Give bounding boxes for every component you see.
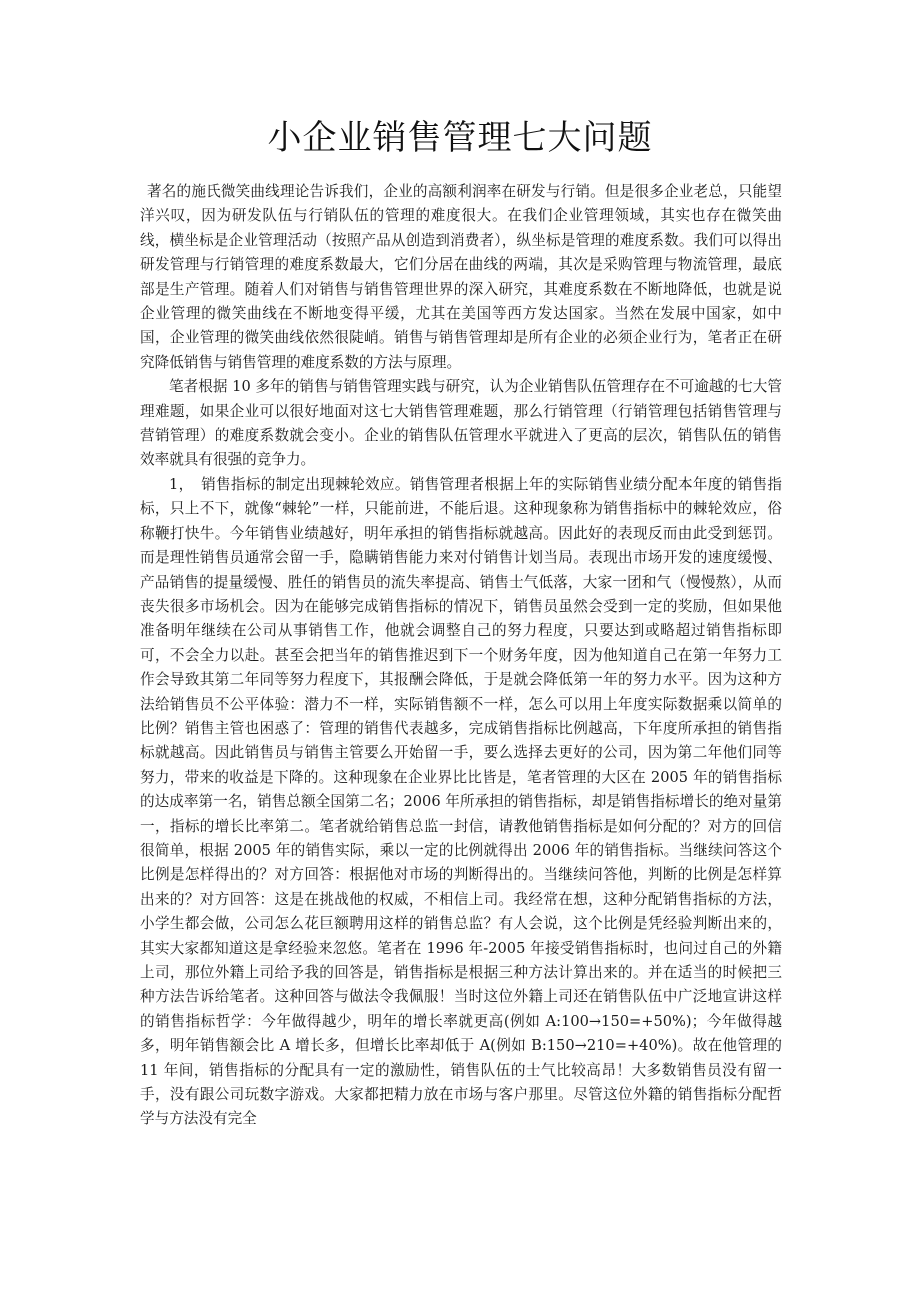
paragraph-problem-1: 1， 销售指标的制定出现棘轮效应。销售管理者根据上年的实际销售业绩分配本年度的销售指标，只上不下，就像“棘轮”一样，只能前进，不能后退。这种现象称为销售指标中的棘轮效应，俗称鞭打快牛。今年销售业绩越好，明年承担的销售指标就越高。因此好的表现反而由此受到惩罚。而是理性销售员通常会留一手，隐瞒销售能力来对付销售计划当局。表现出市场开发的速度缓慢、产品销售的提量缓慢、胜任的销售员的流失率提高、销售士气低落，大家一团和气（慢慢熬），从而丧失很多市场机会。因为在能够完成销售指标的情况下，销售员虽然会受到一定的奖励，但如果他准备明年继续在公司从事销售工作，他就会调整自己的努力程度，只要达到或略超过销售指标即可，不会全力以赴。甚至会把当年的销售推迟到下一个财务年度，因为他知道自己在第一年努力工作会导致其第二年同等努力程度下，其报酬会降低，于是就会降低第一年的努力水平。因为这种方法给销售员不公平体验：潜力不一样，实际销售额不一样，怎么可以用上年度实际数据乘以简单的比例？销售主管也困惑了：管理的销售代表越多，完成销售指标比例越高，下年度所承担的销售指标就越高。因此销售员与销售主管要么开始留一手，要么选择去更好的公司，因为第二年他们同等努力，带来的收益是下降的。这种现象在企业界比比皆是，笔者管理的大区在 2005 年的销售指标的达成率第一名，销售总额全国第二名；2006 年所承担的销售指标，却是销售指标增长的绝对量第一，指标的增长比率第二。笔者就给销售总监一封信，请教他销售指标是如何分配的？对方的回信很简单，根据 2005 年的销售实际，乘以一定的比例就得出 2006 年的销售指标。当继续问答这个比例是怎样得出的？对方回答：根据他对市场的判断得出的。当继续问答他，判断的比例是怎样算出来的？对方回答：这是在挑战他的权威，不相信上司。我经常在想，这种分配销售指标的方法，小学生都会做，公司怎么花巨额聘用这样的销售总监？有人会说，这个比例是凭经验判断出来的，其实大家都知道这是拿经验来忽悠。笔者在 1996 年-2005 年接受销售指标时，也问过自己的外籍上司，那位外籍上司给予我的回答是，销售指标是根据三种方法计算出来的。并在适当的时候把三种方法告诉给笔者。这种回答与做法令我佩服！当时这位外籍上司还在销售队伍中广泛地宣讲这样的销售指标哲学：今年做得越少，明年的增长率就更高(例如 A:100→150=+50%)；今年做得越多，明年销售额会比 A 增长多，但增长比率却低于 A(例如 B:150→210=+40%)。故在他管理的 11 年间，销售指标的分配具有一定的激励性，销售队伍的士气比较高昂！大多数销售员没有留一手，没有跟公司玩数字游戏。大家都把精力放在市场与客户那里。尽管这位外籍的销售指标分配哲学与方法没有完全 <box>140 475 782 1128</box>
paragraph-overview: 笔者根据 10 多年的销售与销售管理实践与研究，认为企业销售队伍管理存在不可逾越的七大管理难题，如果企业可以很好地面对这七大销售管理难题，那么行销管理（行销管理包括销售管理与营销管理）的难度系数就会变小。企业的销售队伍管理水平就进入了更高的层次，销售队伍的销售效率就具有很强的竞争力。 <box>140 378 782 469</box>
document-body <box>140 180 782 1132</box>
paragraph-intro: 著名的施氏微笑曲线理论告诉我们，企业的高额利润率在研发与行销。但是很多企业老总，只能望洋兴叹，因为研发队伍与行销队伍的管理的难度很大。在我们企业管理领域，其实也存在微笑曲线，横坐标是企业管理活动（按照产品从创造到消费者），纵坐标是管理的难度系数。我们可以得出研发管理与行销管理的难度系数最大，它们分居在曲线的两端，其次是采购管理与物流管理，最底部是生产管理。随着人们对销售与销售管理世界的深入研究，其难度系数在不断地降低，也就是说企业管理的微笑曲线在不断地变得平缓，尤其在美国等西方发达国家。当然在发展中国家，如中国，企业管理的微笑曲线依然很陡峭。销售与销售管理却是所有企业的必须企业行为，笔者正在研究降低销售与销售管理的难度系数的方法与原理。 <box>140 183 782 371</box>
document-title: 小企业销售管理七大问题 <box>267 118 653 158</box>
